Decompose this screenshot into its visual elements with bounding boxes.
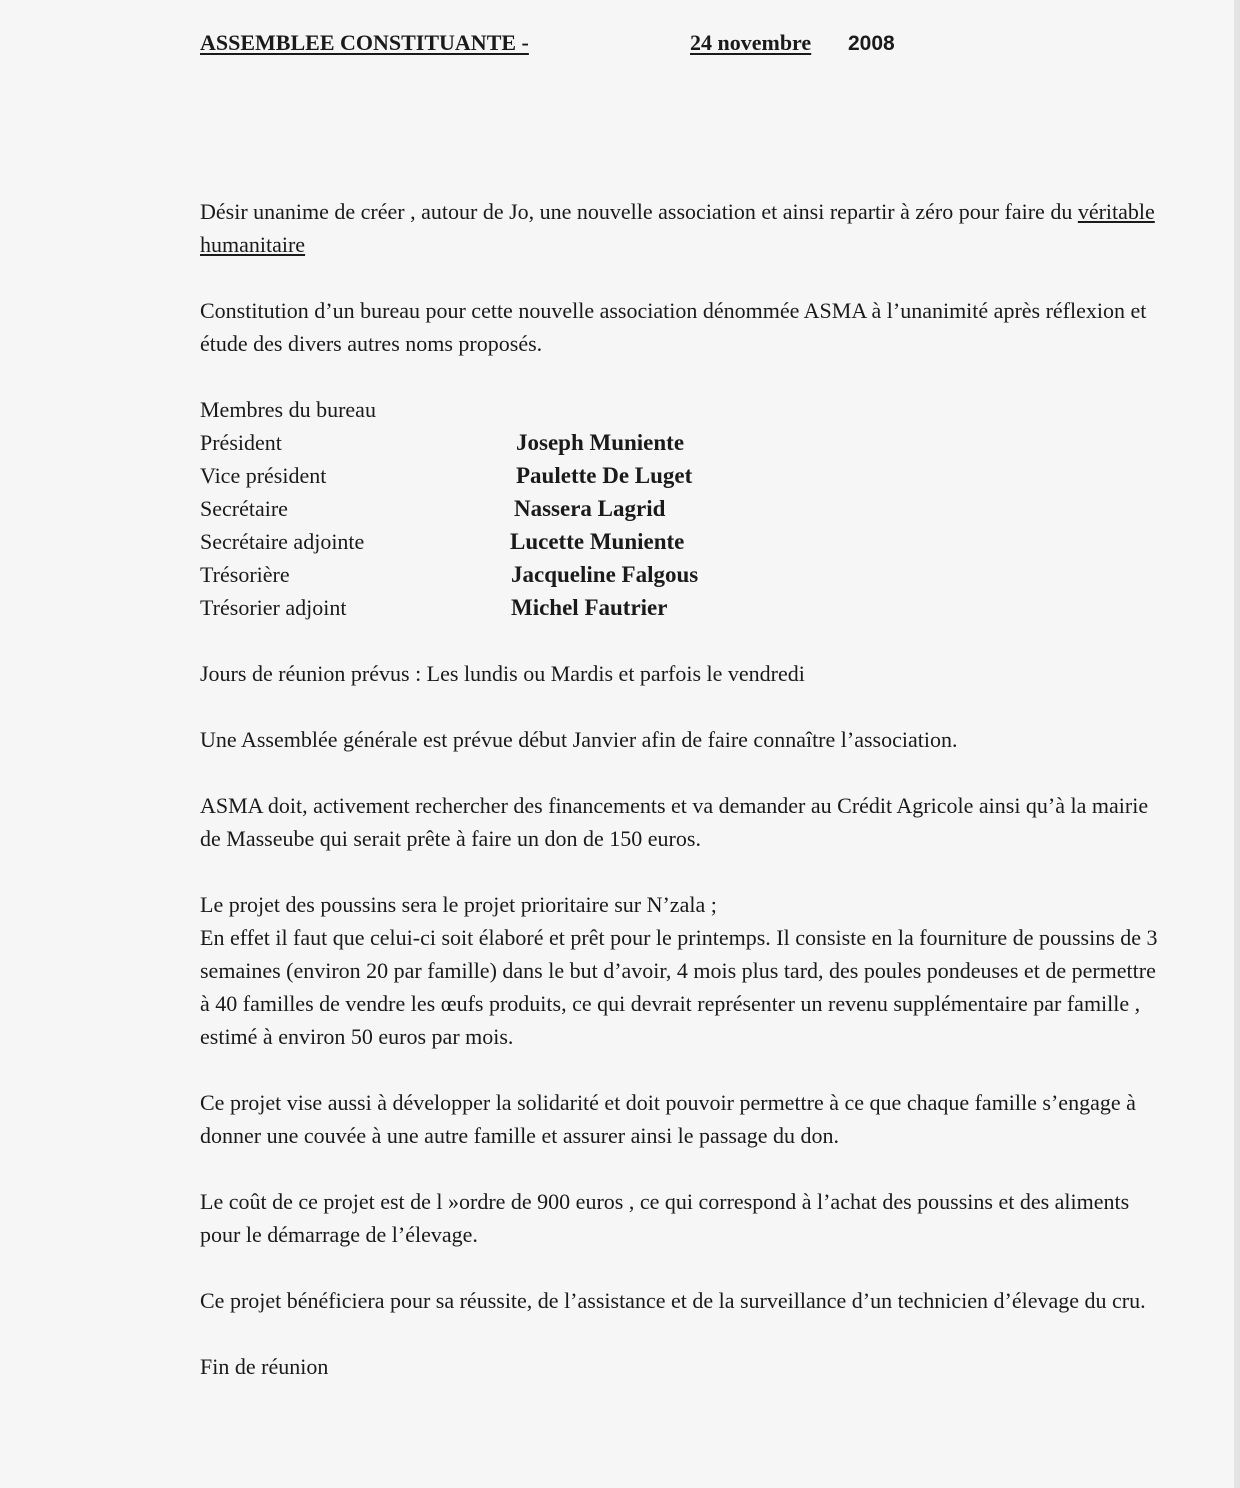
paragraph-chick-project [200, 888, 1160, 1053]
member-row [200, 591, 1160, 624]
member-role: Trésorière [200, 562, 290, 587]
member-name: Michel Fautrier [511, 595, 668, 620]
paragraph-intent-text: Désir unanime de créer , autour de Jo, une nouvelle association et ainsi repartir à zéro pour faire du [200, 199, 1078, 224]
chick-project-details: En effet il faut que celui-ci soit élaboré et prêt pour le printemps. Il consiste en la fourniture de poussins de 3 semaines (environ 20 par famille) dans le but d’avoir, 4 mois plus tard, des poules pondeuses et de permettre à 40 familles de vendre les œufs produits, ce qui devrait représenter un revenu supplémentaire par famille , estimé à environ 50 euros par mois. [200, 925, 1158, 1049]
paragraph-general-assembly: Une Assemblée générale est prévue début Janvier afin de faire connaître l’association. [200, 727, 958, 752]
header-date-year: 2008 [848, 32, 895, 55]
paragraph-solidarity: Ce projet vise aussi à développer la solidarité et doit pouvoir permettre à ce que chaque famille s’engage à donner une couvée à une autre famille et assurer ainsi le passage du don. [200, 1090, 1136, 1148]
member-role: Président [200, 430, 282, 455]
member-name: Paulette De Luget [516, 463, 693, 488]
document-header [200, 30, 895, 56]
chick-project-lead: Le projet des poussins sera le projet prioritaire sur N’zala ; [200, 892, 717, 917]
member-row [200, 426, 1160, 459]
paragraph-closing: Fin de réunion [200, 1354, 329, 1379]
document-title: ASSEMBLEE CONSTITUANTE - [200, 30, 529, 55]
member-name: Joseph Muniente [516, 430, 685, 455]
paragraph-technician: Ce projet bénéficiera pour sa réussite, de l’assistance et de la surveillance d’un technicien d’élevage du cru. [200, 1288, 1146, 1313]
member-row [200, 492, 1160, 525]
member-row [200, 459, 1160, 492]
member-role: Secrétaire adjointe [200, 529, 365, 554]
member-name: Jacqueline Falgous [511, 562, 699, 587]
member-role: Secrétaire [200, 496, 288, 521]
bureau-members [200, 393, 1160, 624]
member-role: Trésorier adjoint [200, 595, 347, 620]
member-row [200, 525, 1160, 558]
scan-edge [1234, 0, 1240, 1488]
member-name: Nassera Lagrid [514, 496, 666, 521]
members-heading-row [200, 393, 1160, 426]
members-heading: Membres du bureau [200, 397, 376, 422]
paragraph-cost: Le coût de ce projet est de l »ordre de 900 euros , ce qui correspond à l’achat des poussins et des aliments pour le démarrage de l’élevage. [200, 1189, 1130, 1247]
document-body [200, 195, 1160, 1416]
paragraph-intent [200, 195, 1160, 261]
paragraph-meeting-days: Jours de réunion prévus : Les lundis ou Mardis et parfois le vendredi [200, 661, 805, 686]
member-row [200, 558, 1160, 591]
header-date-day-month: 24 novembre [690, 30, 812, 55]
paragraph-funding: ASMA doit, activement rechercher des financements et va demander au Crédit Agricole ainsi qu’à la mairie de Masseube qui serait prête à faire un don de 150 euros. [200, 793, 1149, 851]
member-name: Lucette Muniente [510, 529, 685, 554]
paragraph-constitution: Constitution d’un bureau pour cette nouvelle association dénommée ASMA à l’unanimité après réflexion et étude des divers autres noms proposés. [200, 298, 1147, 356]
member-role: Vice président [200, 463, 327, 488]
underlined-phrase: véritable humanitaire [200, 199, 1155, 257]
